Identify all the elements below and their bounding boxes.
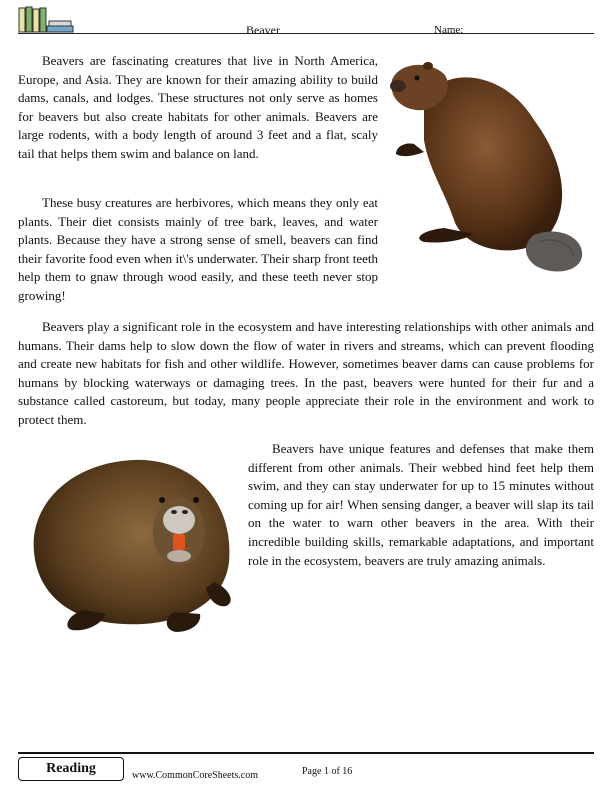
paragraph-ecosystem: Beavers play a significant role in the ecosystem and have interesting relationships with other animals and humans. Their dams help to slow down the flow of water in rivers and streams, which can prevent flooding and create new habitats for fish and other wildlife. However, sometimes beaver dams can cause problems for humans by blocking waterways or damaging trees. In the past, beavers were hunted for their fur and a substance called castoreum, but today, many people appreciate their role in the environment and work to protect them. [18, 319, 594, 427]
worksheet-header [18, 6, 594, 36]
paragraph-diet: These busy creatures are herbivores, which means they only eat plants. Their diet consists mainly of tree bark, leaves, and water plants. Because they have a strong sense of smell, beavers can find their favorite food even when it\'s underwater. Their sharp front teeth help them to gnaw through wood easily, and these teeth never stop growing! [18, 195, 378, 303]
beaver-standing-image [384, 60, 588, 280]
paragraph-features: Beavers have unique features and defenses that make them different from other animals. Their webbed hind feet help them swim, and they can stay underwater for up to 15 minutes without coming up for air! When sensing danger, a beaver will slap its tail on the water to warn other beavers in the area. With their incredible building skills, remarkable adaptations, and important role in the ecosystem, beavers are truly amazing animals. [248, 441, 594, 568]
header-divider [18, 33, 594, 34]
paragraph-intro: Beavers are fascinating creatures that live in North America, Europe, and Asia. They are known for their amazing ability to build dams, canals, and lodges. These structures not only serve as homes for beavers but also create habitats for other animals. Beavers are large rodents, with a body length of around 3 feet and a flat, scaly tail that helps them swim and balance on land. [18, 53, 378, 161]
page-number: Page 1 of 16 [302, 766, 353, 777]
beaver-sitting-image [24, 442, 244, 642]
worksheet-title: Beaver [246, 23, 280, 37]
name-label: Name: [434, 24, 464, 36]
site-url[interactable]: www.CommonCoreSheets.com [132, 770, 259, 781]
footer-divider [18, 752, 594, 754]
books-icon [18, 6, 76, 34]
reading-label-box: Reading [18, 757, 124, 781]
